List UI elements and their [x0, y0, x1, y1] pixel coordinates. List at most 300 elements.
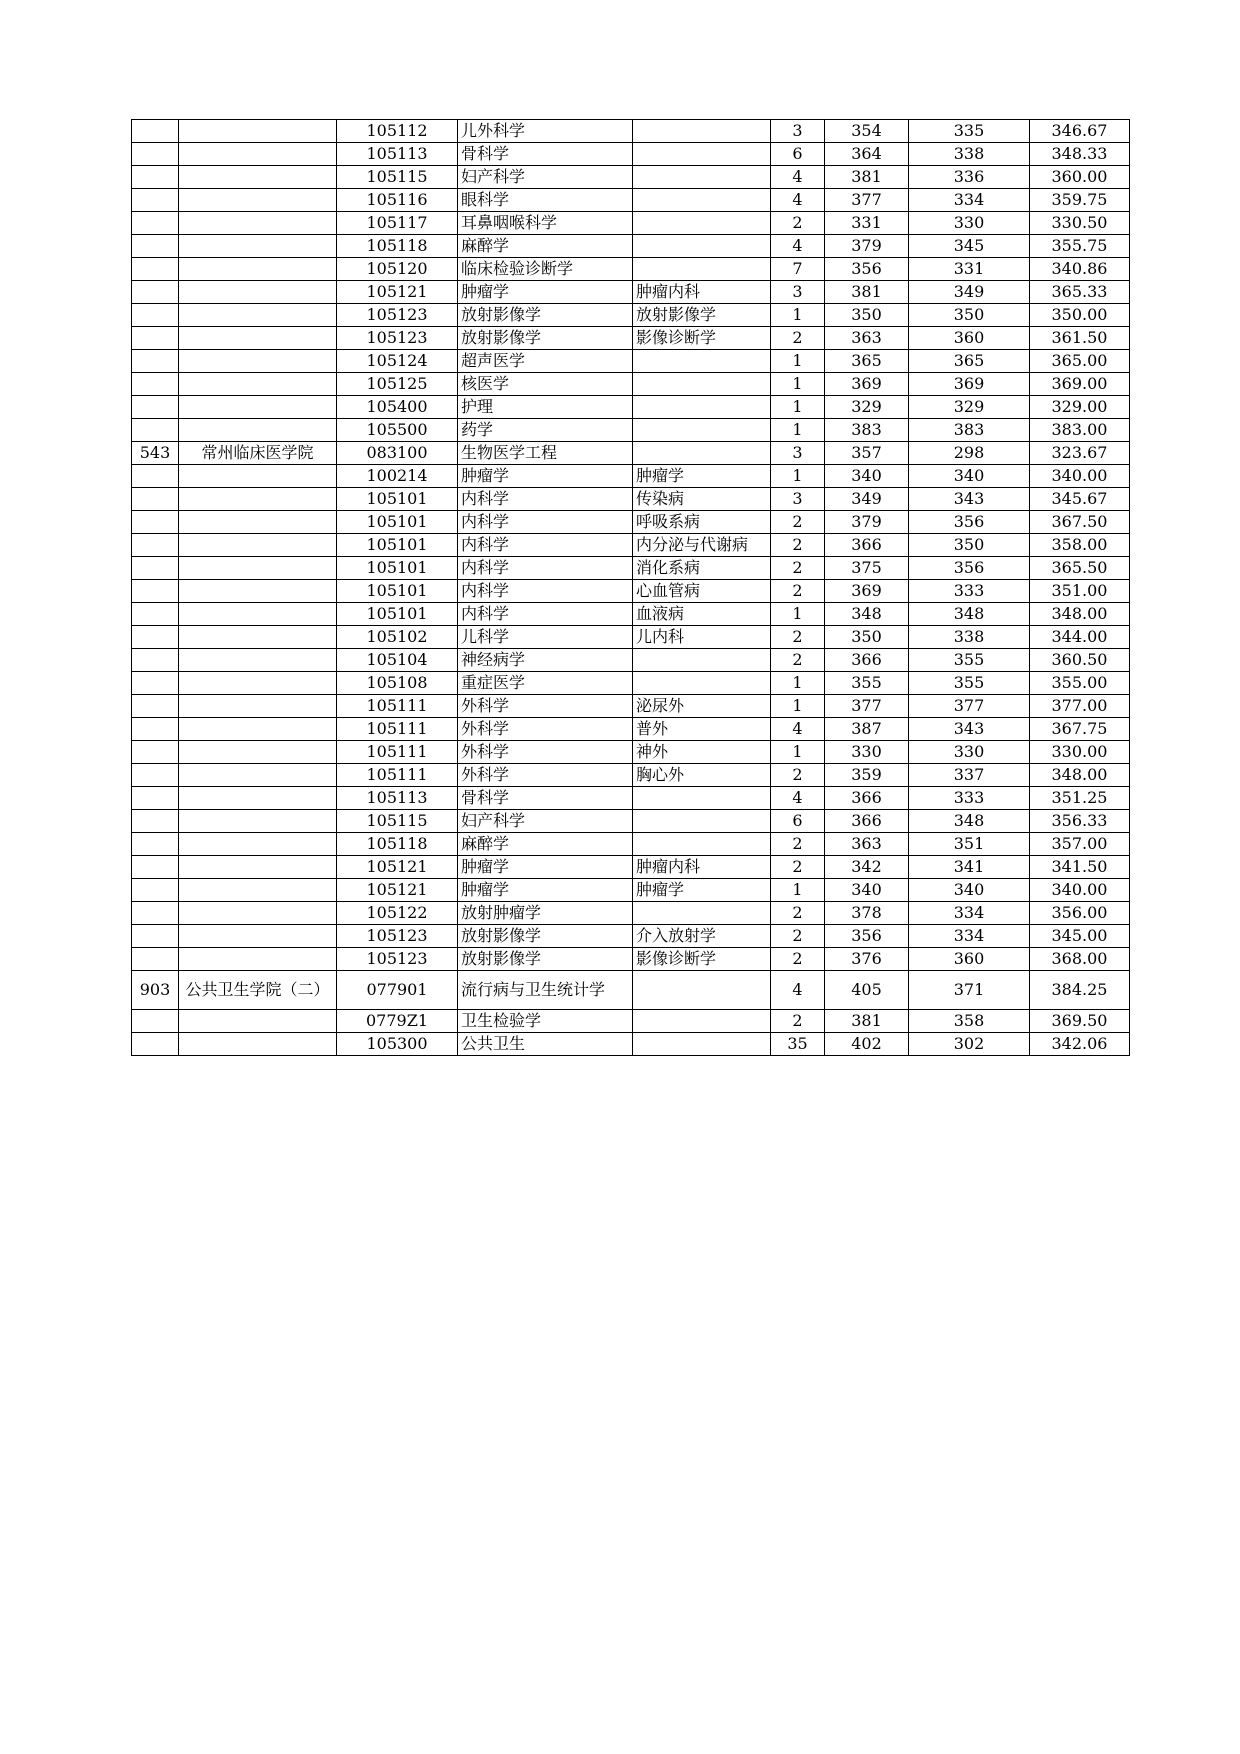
- college-code-cell: [132, 327, 179, 350]
- major-code-cell: 105118: [337, 833, 458, 856]
- research-direction-cell: [633, 971, 771, 1010]
- average-score-cell: 342.06: [1030, 1033, 1130, 1056]
- research-direction-cell: 儿内科: [633, 626, 771, 649]
- lowest-score-cell: 302: [909, 1033, 1030, 1056]
- research-direction-cell: [633, 833, 771, 856]
- average-score-cell: 348.00: [1030, 764, 1130, 787]
- lowest-score-cell: 337: [909, 764, 1030, 787]
- major-code-cell: 105115: [337, 166, 458, 189]
- highest-score-cell: 348: [825, 603, 909, 626]
- college-name-cell: [179, 741, 337, 764]
- college-code-cell: [132, 396, 179, 419]
- major-code-cell: 105101: [337, 603, 458, 626]
- research-direction-cell: 影像诊断学: [633, 327, 771, 350]
- table-row: [132, 143, 1130, 166]
- college-name-cell: [179, 672, 337, 695]
- table-row: [132, 1033, 1130, 1056]
- major-code-cell: 105123: [337, 925, 458, 948]
- average-score-cell: 383.00: [1030, 419, 1130, 442]
- lowest-score-cell: 345: [909, 235, 1030, 258]
- major-name-cell: 药学: [458, 419, 633, 442]
- table-row: [132, 833, 1130, 856]
- lowest-score-cell: 356: [909, 511, 1030, 534]
- admitted-count-cell: 1: [771, 350, 825, 373]
- college-code-cell: [132, 281, 179, 304]
- lowest-score-cell: 383: [909, 419, 1030, 442]
- lowest-score-cell: 348: [909, 810, 1030, 833]
- college-code-cell: [132, 902, 179, 925]
- table-row: [132, 902, 1130, 925]
- college-code-cell: [132, 626, 179, 649]
- college-name-cell: [179, 189, 337, 212]
- college-name-cell: [179, 649, 337, 672]
- average-score-cell: 341.50: [1030, 856, 1130, 879]
- major-code-cell: 105117: [337, 212, 458, 235]
- major-name-cell: 内科学: [458, 488, 633, 511]
- research-direction-cell: [633, 350, 771, 373]
- lowest-score-cell: 369: [909, 373, 1030, 396]
- admission-score-table: [131, 119, 1130, 1056]
- admitted-count-cell: 1: [771, 695, 825, 718]
- average-score-cell: 369.00: [1030, 373, 1130, 396]
- college-name-cell: [179, 695, 337, 718]
- research-direction-cell: [633, 143, 771, 166]
- research-direction-cell: [633, 396, 771, 419]
- college-code-cell: [132, 925, 179, 948]
- major-name-cell: 麻醉学: [458, 833, 633, 856]
- major-code-cell: 0779Z1: [337, 1010, 458, 1033]
- table-row: [132, 672, 1130, 695]
- college-code-cell: [132, 166, 179, 189]
- college-name-cell: [179, 327, 337, 350]
- college-code-cell: [132, 879, 179, 902]
- research-direction-cell: 泌尿外: [633, 695, 771, 718]
- major-name-cell: 重症医学: [458, 672, 633, 695]
- major-code-cell: 105120: [337, 258, 458, 281]
- highest-score-cell: 369: [825, 373, 909, 396]
- table-row: [132, 396, 1130, 419]
- lowest-score-cell: 330: [909, 741, 1030, 764]
- highest-score-cell: 377: [825, 189, 909, 212]
- admitted-count-cell: 2: [771, 212, 825, 235]
- table-row: [132, 442, 1130, 465]
- table-row: [132, 626, 1130, 649]
- admitted-count-cell: 2: [771, 557, 825, 580]
- research-direction-cell: [633, 166, 771, 189]
- major-code-cell: 105101: [337, 534, 458, 557]
- table-row: [132, 810, 1130, 833]
- admitted-count-cell: 1: [771, 304, 825, 327]
- college-code-cell: [132, 350, 179, 373]
- admitted-count-cell: 2: [771, 580, 825, 603]
- highest-score-cell: 376: [825, 948, 909, 971]
- major-name-cell: 放射影像学: [458, 304, 633, 327]
- table-row: [132, 373, 1130, 396]
- college-code-cell: 543: [132, 442, 179, 465]
- lowest-score-cell: 329: [909, 396, 1030, 419]
- college-code-cell: 903: [132, 971, 179, 1010]
- lowest-score-cell: 334: [909, 902, 1030, 925]
- average-score-cell: 340.00: [1030, 465, 1130, 488]
- major-name-cell: 放射影像学: [458, 327, 633, 350]
- lowest-score-cell: 338: [909, 143, 1030, 166]
- highest-score-cell: 357: [825, 442, 909, 465]
- admitted-count-cell: 2: [771, 948, 825, 971]
- admitted-count-cell: 4: [771, 235, 825, 258]
- table-row: [132, 879, 1130, 902]
- table-body: [132, 120, 1130, 1056]
- table-row: [132, 419, 1130, 442]
- research-direction-cell: 胸心外: [633, 764, 771, 787]
- college-name-cell: 公共卫生学院（二）: [179, 971, 337, 1010]
- major-name-cell: 外科学: [458, 741, 633, 764]
- highest-score-cell: 379: [825, 235, 909, 258]
- college-code-cell: [132, 649, 179, 672]
- major-name-cell: 放射肿瘤学: [458, 902, 633, 925]
- highest-score-cell: 350: [825, 626, 909, 649]
- highest-score-cell: 387: [825, 718, 909, 741]
- average-score-cell: 377.00: [1030, 695, 1130, 718]
- average-score-cell: 348.00: [1030, 603, 1130, 626]
- college-code-cell: [132, 304, 179, 327]
- lowest-score-cell: 343: [909, 718, 1030, 741]
- highest-score-cell: 377: [825, 695, 909, 718]
- major-name-cell: 耳鼻咽喉科学: [458, 212, 633, 235]
- major-name-cell: 肿瘤学: [458, 281, 633, 304]
- college-code-cell: [132, 787, 179, 810]
- research-direction-cell: 心血管病: [633, 580, 771, 603]
- major-code-cell: 105116: [337, 189, 458, 212]
- major-name-cell: 妇产科学: [458, 810, 633, 833]
- college-name-cell: [179, 856, 337, 879]
- college-name-cell: [179, 143, 337, 166]
- college-name-cell: 常州临床医学院: [179, 442, 337, 465]
- average-score-cell: 340.86: [1030, 258, 1130, 281]
- average-score-cell: 344.00: [1030, 626, 1130, 649]
- table-row: [132, 764, 1130, 787]
- major-name-cell: 肿瘤学: [458, 465, 633, 488]
- college-name-cell: [179, 833, 337, 856]
- lowest-score-cell: 377: [909, 695, 1030, 718]
- college-name-cell: [179, 419, 337, 442]
- highest-score-cell: 369: [825, 580, 909, 603]
- college-code-cell: [132, 235, 179, 258]
- college-name-cell: [179, 120, 337, 143]
- lowest-score-cell: 350: [909, 304, 1030, 327]
- college-name-cell: [179, 603, 337, 626]
- admitted-count-cell: 35: [771, 1033, 825, 1056]
- major-name-cell: 内科学: [458, 580, 633, 603]
- average-score-cell: 351.25: [1030, 787, 1130, 810]
- major-code-cell: 083100: [337, 442, 458, 465]
- highest-score-cell: 366: [825, 534, 909, 557]
- college-name-cell: [179, 235, 337, 258]
- table-row: [132, 741, 1130, 764]
- college-code-cell: [132, 948, 179, 971]
- major-name-cell: 卫生检验学: [458, 1010, 633, 1033]
- college-name-cell: [179, 925, 337, 948]
- average-score-cell: 329.00: [1030, 396, 1130, 419]
- major-name-cell: 超声医学: [458, 350, 633, 373]
- average-score-cell: 367.75: [1030, 718, 1130, 741]
- major-code-cell: 105400: [337, 396, 458, 419]
- table-row: [132, 718, 1130, 741]
- major-name-cell: 流行病与卫生统计学: [458, 971, 633, 1010]
- table-row: [132, 557, 1130, 580]
- average-score-cell: 351.00: [1030, 580, 1130, 603]
- admitted-count-cell: 4: [771, 787, 825, 810]
- college-name-cell: [179, 281, 337, 304]
- lowest-score-cell: 340: [909, 465, 1030, 488]
- admitted-count-cell: 2: [771, 856, 825, 879]
- table-row: [132, 534, 1130, 557]
- research-direction-cell: [633, 258, 771, 281]
- research-direction-cell: [633, 902, 771, 925]
- lowest-score-cell: 371: [909, 971, 1030, 1010]
- research-direction-cell: [633, 212, 771, 235]
- major-code-cell: 105121: [337, 856, 458, 879]
- highest-score-cell: 365: [825, 350, 909, 373]
- table-row: [132, 511, 1130, 534]
- research-direction-cell: 普外: [633, 718, 771, 741]
- admitted-count-cell: 4: [771, 718, 825, 741]
- average-score-cell: 340.00: [1030, 879, 1130, 902]
- college-name-cell: [179, 1010, 337, 1033]
- major-name-cell: 外科学: [458, 718, 633, 741]
- lowest-score-cell: 355: [909, 672, 1030, 695]
- highest-score-cell: 363: [825, 327, 909, 350]
- average-score-cell: 346.67: [1030, 120, 1130, 143]
- admitted-count-cell: 2: [771, 649, 825, 672]
- college-code-cell: [132, 1010, 179, 1033]
- research-direction-cell: 肿瘤内科: [633, 856, 771, 879]
- average-score-cell: 357.00: [1030, 833, 1130, 856]
- major-name-cell: 临床检验诊断学: [458, 258, 633, 281]
- college-name-cell: [179, 948, 337, 971]
- research-direction-cell: [633, 1033, 771, 1056]
- college-code-cell: [132, 258, 179, 281]
- table-row: [132, 327, 1130, 350]
- lowest-score-cell: 356: [909, 557, 1030, 580]
- admitted-count-cell: 4: [771, 189, 825, 212]
- major-name-cell: 放射影像学: [458, 948, 633, 971]
- highest-score-cell: 331: [825, 212, 909, 235]
- college-name-cell: [179, 718, 337, 741]
- major-code-cell: 105102: [337, 626, 458, 649]
- table-row: [132, 603, 1130, 626]
- table-row: [132, 166, 1130, 189]
- admitted-count-cell: 1: [771, 672, 825, 695]
- major-code-cell: 105113: [337, 787, 458, 810]
- college-name-cell: [179, 787, 337, 810]
- college-code-cell: [132, 764, 179, 787]
- average-score-cell: 358.00: [1030, 534, 1130, 557]
- college-code-cell: [132, 143, 179, 166]
- highest-score-cell: 359: [825, 764, 909, 787]
- major-name-cell: 麻醉学: [458, 235, 633, 258]
- average-score-cell: 356.33: [1030, 810, 1130, 833]
- admitted-count-cell: 2: [771, 764, 825, 787]
- highest-score-cell: 356: [825, 925, 909, 948]
- major-code-cell: 105111: [337, 695, 458, 718]
- college-code-cell: [132, 373, 179, 396]
- highest-score-cell: 405: [825, 971, 909, 1010]
- college-code-cell: [132, 833, 179, 856]
- research-direction-cell: 放射影像学: [633, 304, 771, 327]
- college-code-cell: [132, 557, 179, 580]
- average-score-cell: 360.50: [1030, 649, 1130, 672]
- highest-score-cell: 366: [825, 810, 909, 833]
- average-score-cell: 367.50: [1030, 511, 1130, 534]
- major-code-cell: 105123: [337, 327, 458, 350]
- highest-score-cell: 364: [825, 143, 909, 166]
- admitted-count-cell: 1: [771, 879, 825, 902]
- table-row: [132, 787, 1130, 810]
- major-name-cell: 神经病学: [458, 649, 633, 672]
- lowest-score-cell: 340: [909, 879, 1030, 902]
- lowest-score-cell: 334: [909, 189, 1030, 212]
- college-code-cell: [132, 488, 179, 511]
- highest-score-cell: 350: [825, 304, 909, 327]
- college-code-cell: [132, 534, 179, 557]
- college-code-cell: [132, 603, 179, 626]
- research-direction-cell: 神外: [633, 741, 771, 764]
- research-direction-cell: [633, 442, 771, 465]
- admitted-count-cell: 3: [771, 442, 825, 465]
- highest-score-cell: 381: [825, 281, 909, 304]
- table-row: [132, 925, 1130, 948]
- average-score-cell: 323.67: [1030, 442, 1130, 465]
- admitted-count-cell: 7: [771, 258, 825, 281]
- lowest-score-cell: 341: [909, 856, 1030, 879]
- table-row: [132, 580, 1130, 603]
- research-direction-cell: [633, 672, 771, 695]
- average-score-cell: 356.00: [1030, 902, 1130, 925]
- major-name-cell: 骨科学: [458, 787, 633, 810]
- admitted-count-cell: 1: [771, 741, 825, 764]
- average-score-cell: 365.50: [1030, 557, 1130, 580]
- research-direction-cell: 呼吸系病: [633, 511, 771, 534]
- major-name-cell: 内科学: [458, 603, 633, 626]
- table-row: [132, 488, 1130, 511]
- college-code-cell: [132, 741, 179, 764]
- table-row: [132, 189, 1130, 212]
- college-name-cell: [179, 166, 337, 189]
- admitted-count-cell: 4: [771, 971, 825, 1010]
- major-code-cell: 105108: [337, 672, 458, 695]
- college-code-cell: [132, 672, 179, 695]
- major-code-cell: 105124: [337, 350, 458, 373]
- lowest-score-cell: 334: [909, 925, 1030, 948]
- admitted-count-cell: 3: [771, 281, 825, 304]
- college-name-cell: [179, 212, 337, 235]
- research-direction-cell: [633, 1010, 771, 1033]
- average-score-cell: 360.00: [1030, 166, 1130, 189]
- major-name-cell: 核医学: [458, 373, 633, 396]
- admitted-count-cell: 2: [771, 902, 825, 925]
- major-name-cell: 放射影像学: [458, 925, 633, 948]
- major-code-cell: 100214: [337, 465, 458, 488]
- college-name-cell: [179, 902, 337, 925]
- research-direction-cell: 内分泌与代谢病: [633, 534, 771, 557]
- lowest-score-cell: 338: [909, 626, 1030, 649]
- research-direction-cell: [633, 419, 771, 442]
- major-code-cell: 105101: [337, 488, 458, 511]
- college-name-cell: [179, 465, 337, 488]
- highest-score-cell: 383: [825, 419, 909, 442]
- research-direction-cell: 肿瘤内科: [633, 281, 771, 304]
- college-name-cell: [179, 810, 337, 833]
- lowest-score-cell: 348: [909, 603, 1030, 626]
- major-name-cell: 生物医学工程: [458, 442, 633, 465]
- highest-score-cell: 381: [825, 1010, 909, 1033]
- college-name-cell: [179, 373, 337, 396]
- major-code-cell: 105111: [337, 741, 458, 764]
- research-direction-cell: [633, 373, 771, 396]
- major-name-cell: 公共卫生: [458, 1033, 633, 1056]
- table-row: [132, 304, 1130, 327]
- admitted-count-cell: 3: [771, 120, 825, 143]
- major-code-cell: 077901: [337, 971, 458, 1010]
- college-code-cell: [132, 120, 179, 143]
- admitted-count-cell: 1: [771, 396, 825, 419]
- average-score-cell: 348.33: [1030, 143, 1130, 166]
- college-code-cell: [132, 856, 179, 879]
- major-code-cell: 105123: [337, 948, 458, 971]
- research-direction-cell: 传染病: [633, 488, 771, 511]
- college-name-cell: [179, 534, 337, 557]
- admitted-count-cell: 1: [771, 603, 825, 626]
- highest-score-cell: 363: [825, 833, 909, 856]
- average-score-cell: 365.33: [1030, 281, 1130, 304]
- research-direction-cell: 肿瘤学: [633, 879, 771, 902]
- major-name-cell: 儿外科学: [458, 120, 633, 143]
- admitted-count-cell: 1: [771, 419, 825, 442]
- admitted-count-cell: 6: [771, 143, 825, 166]
- college-name-cell: [179, 488, 337, 511]
- lowest-score-cell: 349: [909, 281, 1030, 304]
- highest-score-cell: 379: [825, 511, 909, 534]
- lowest-score-cell: 330: [909, 212, 1030, 235]
- major-code-cell: 105121: [337, 879, 458, 902]
- major-name-cell: 内科学: [458, 557, 633, 580]
- admitted-count-cell: 2: [771, 626, 825, 649]
- highest-score-cell: 349: [825, 488, 909, 511]
- highest-score-cell: 366: [825, 649, 909, 672]
- average-score-cell: 384.25: [1030, 971, 1130, 1010]
- table-row: [132, 856, 1130, 879]
- table-row: [132, 695, 1130, 718]
- table-row: [132, 212, 1130, 235]
- major-code-cell: 105111: [337, 718, 458, 741]
- college-code-cell: [132, 718, 179, 741]
- table-row: [132, 281, 1130, 304]
- highest-score-cell: 340: [825, 879, 909, 902]
- average-score-cell: 361.50: [1030, 327, 1130, 350]
- highest-score-cell: 375: [825, 557, 909, 580]
- major-name-cell: 妇产科学: [458, 166, 633, 189]
- highest-score-cell: 329: [825, 396, 909, 419]
- major-name-cell: 外科学: [458, 764, 633, 787]
- research-direction-cell: [633, 120, 771, 143]
- college-name-cell: [179, 511, 337, 534]
- admitted-count-cell: 3: [771, 488, 825, 511]
- major-code-cell: 105101: [337, 557, 458, 580]
- lowest-score-cell: 343: [909, 488, 1030, 511]
- table-row: [132, 465, 1130, 488]
- major-code-cell: 105113: [337, 143, 458, 166]
- college-code-cell: [132, 212, 179, 235]
